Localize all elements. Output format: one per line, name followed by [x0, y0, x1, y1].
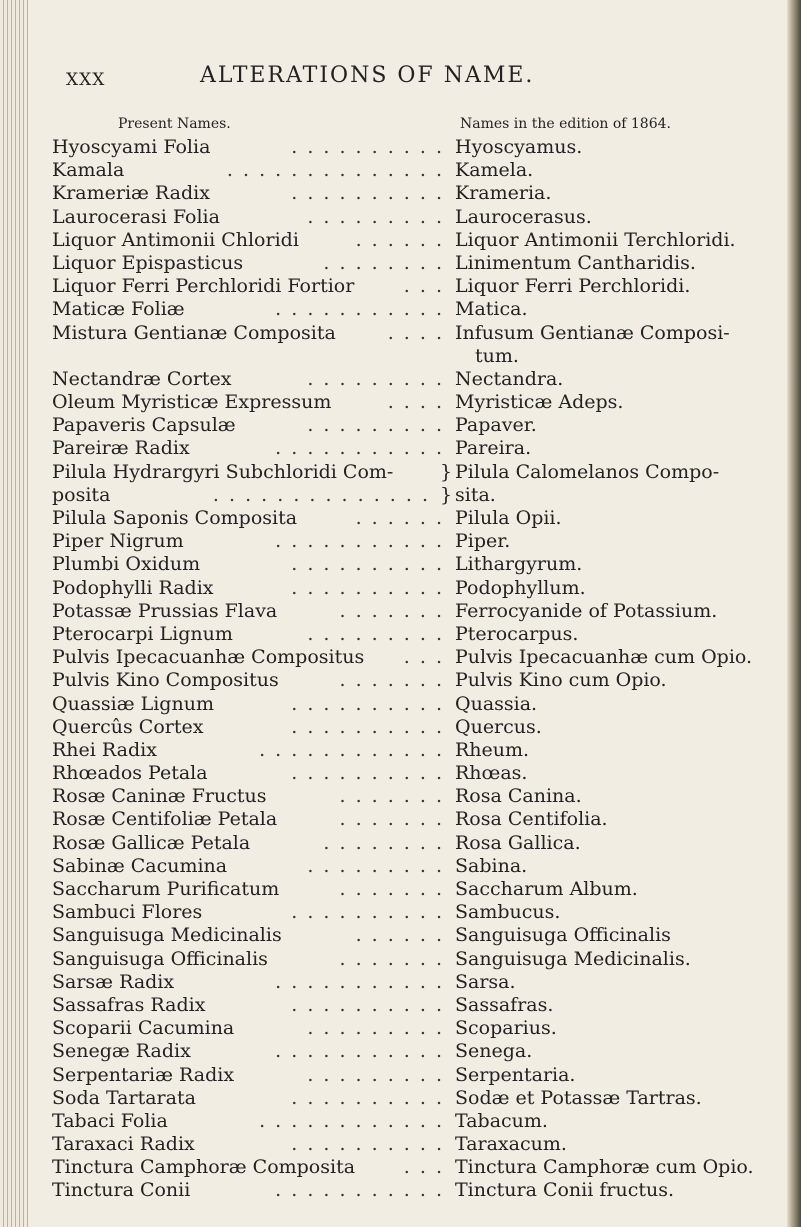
book-spine-shadow — [787, 0, 801, 1227]
present-name: Taraxaci Radix — [52, 1133, 195, 1156]
leader-dots: . . . . . . — [355, 507, 444, 530]
old-name: Krameria. — [455, 182, 552, 205]
leader-dots: . . . . . . . — [339, 878, 444, 901]
present-name: Mistura Gentianæ Composita — [52, 321, 336, 344]
list-item — [52, 832, 742, 855]
present-name: Rhœados Petala — [52, 762, 208, 785]
present-name: Sarsæ Radix — [52, 970, 175, 993]
old-name: Ferrocyanide of Potassium. — [455, 599, 718, 622]
list-item — [52, 994, 742, 1017]
leader-dots: . . . . . . . . . . . . . . — [212, 483, 430, 506]
list-item — [52, 1064, 742, 1087]
list-item — [52, 1087, 742, 1110]
present-name: Rosæ Gallicæ Petala — [52, 831, 251, 854]
leader-dots: . . . . . . . . . . — [291, 715, 444, 738]
list-item — [52, 924, 742, 947]
list-item — [52, 1017, 742, 1040]
leader-dots: . . . . . . . — [339, 599, 444, 622]
list-item — [52, 368, 742, 391]
present-name: Potassæ Prussias Flava — [52, 599, 278, 622]
list-item — [52, 1040, 742, 1063]
old-name: Sambucus. — [455, 901, 561, 924]
old-name: Tinctura Camphoræ cum Opio. — [455, 1156, 754, 1179]
present-name: Tinctura Conii — [52, 1179, 191, 1202]
list-item — [52, 577, 742, 600]
old-name: Matica. — [455, 298, 528, 321]
leader-dots: . . . . . . . . . . . — [275, 970, 444, 993]
old-name: Rosa Canina. — [455, 785, 582, 808]
old-name: Sanguisuga Medicinalis. — [455, 947, 691, 970]
list-item — [52, 275, 742, 298]
leader-dots: . . . . . . . . . — [307, 622, 444, 645]
leader-dots: . . . . . . . — [339, 808, 444, 831]
old-name: Serpentaria. — [455, 1063, 576, 1086]
leader-dots: . . . — [403, 1156, 444, 1179]
list-item — [52, 437, 742, 460]
old-name: Quassia. — [455, 692, 538, 715]
present-name: Kamala — [52, 159, 125, 182]
old-name: Pulvis Ipecacuanhæ cum Opio. — [455, 646, 753, 669]
present-name: Hyoscyami Folia — [52, 136, 211, 158]
leader-dots: . . . . . . . . . — [307, 1017, 444, 1040]
list-item — [52, 762, 742, 785]
leader-dots: . . . . . . . . . — [307, 205, 444, 228]
present-name: Sambuci Flores — [52, 901, 203, 924]
leader-dots: . . . . . . . . . . — [291, 1133, 444, 1156]
leader-dots: . . . . . . . . . . — [291, 692, 444, 715]
present-name: Rosæ Caninæ Fructus — [52, 785, 267, 808]
list-item — [52, 553, 742, 576]
list-item — [52, 252, 742, 275]
list-item — [52, 159, 742, 182]
leader-dots: . . . . . . . . . . . — [275, 1179, 444, 1202]
leader-dots: . . . . . . . . . . . . — [259, 738, 444, 761]
old-name: Pilula Calomelanos Compo- — [455, 460, 720, 483]
leader-dots: . . . . . . . . . . . — [275, 437, 444, 460]
present-name-continuation: posita — [52, 483, 111, 506]
old-name: Pareira. — [455, 437, 532, 460]
present-name: Podophylli Radix — [52, 576, 214, 599]
present-name: Quassiæ Lignum — [52, 692, 214, 715]
list-item — [52, 948, 742, 971]
running-title: ALTERATIONS OF NAME. — [200, 63, 535, 88]
old-name: Pulvis Kino cum Opio. — [455, 669, 667, 692]
old-names-heading: Names in the edition of 1864. — [460, 116, 671, 132]
leader-dots: . . . . . . . . . . . — [275, 1040, 444, 1063]
list-item — [52, 298, 742, 321]
list-item — [52, 229, 742, 252]
leader-dots: . . . . . . . . . . — [291, 553, 444, 576]
list-item — [52, 669, 742, 692]
old-name: Myristicæ Adeps. — [455, 391, 624, 414]
old-name: Liquor Ferri Perchloridi. — [455, 275, 691, 298]
leader-dots: . . . . . . . — [339, 669, 444, 692]
old-name: Sanguisuga Officinalis — [455, 924, 671, 947]
leader-dots: . . . . . . . . . . — [291, 182, 444, 205]
old-name: Laurocerasus. — [455, 205, 592, 228]
present-name: Serpentariæ Radix — [52, 1063, 235, 1086]
present-name: Laurocerasi Folia — [52, 205, 220, 228]
present-name: Rosæ Centifoliæ Petala — [52, 808, 278, 831]
present-name: Tabaci Folia — [52, 1109, 168, 1132]
present-name: Saccharum Purificatum — [52, 878, 280, 901]
present-name: Pulvis Kino Compositus — [52, 669, 279, 692]
old-name: Rosa Centifolia. — [455, 808, 608, 831]
old-name: Scoparius. — [455, 1017, 557, 1040]
list-item — [52, 136, 742, 159]
present-name: Nectandræ Cortex — [52, 367, 232, 390]
leader-dots: . . . . . . . . . . — [291, 576, 444, 599]
old-name-continuation: sita. — [455, 483, 496, 506]
old-name: Taraxacum. — [455, 1133, 567, 1156]
old-name: Senega. — [455, 1040, 533, 1063]
present-name: Liquor Ferri Perchloridi Fortior — [52, 275, 355, 298]
present-names-heading: Present Names. — [118, 116, 231, 132]
present-name: Quercûs Cortex — [52, 715, 204, 738]
list-item — [52, 1179, 742, 1202]
leader-dots: . . . . . . . . . . — [291, 136, 444, 158]
leader-dots: . . . . . . . . . — [307, 367, 444, 390]
old-name: Quercus. — [455, 715, 542, 738]
leader-dots: . . . . . . . . . . . . — [259, 1109, 444, 1132]
list-item — [52, 878, 742, 901]
old-name: Rosa Gallica. — [455, 831, 581, 854]
leader-dots: . . . . . . — [355, 228, 444, 251]
leader-dots: . . . . — [387, 321, 444, 344]
list-item — [52, 391, 742, 414]
list-item — [52, 600, 742, 623]
present-name: Sanguisuga Officinalis — [52, 947, 268, 970]
leader-dots: . . . . . . . . — [323, 831, 444, 854]
present-name: Pilula Saponis Composita — [52, 507, 298, 530]
old-name: Sassafras. — [455, 993, 554, 1016]
list-item — [52, 461, 742, 507]
old-name: Tinctura Conii fructus. — [455, 1179, 675, 1202]
old-name: Rhœas. — [455, 762, 528, 785]
list-item — [52, 623, 742, 646]
present-name: Liquor Antimonii Chloridi — [52, 228, 299, 251]
present-name: Papaveris Capsulæ — [52, 414, 236, 437]
leader-dots: . . . . . . . . . . . — [275, 530, 444, 553]
present-name: Scoparii Cacumina — [52, 1017, 235, 1040]
leader-dots: . . . . . . . — [339, 947, 444, 970]
list-item — [52, 206, 742, 229]
list-item — [52, 716, 742, 739]
old-name: Saccharum Album. — [455, 878, 638, 901]
old-name: Papaver. — [455, 414, 537, 437]
old-name: Linimentum Cantharidis. — [455, 251, 696, 274]
old-name: Pilula Opii. — [455, 507, 562, 530]
old-name: Podophyllum. — [455, 576, 586, 599]
present-name: Plumbi Oxidum — [52, 553, 201, 576]
leader-dots: . . . . . . . . . — [307, 414, 444, 437]
leader-dots: . . . . . . . . . . — [291, 762, 444, 785]
old-name: Liquor Antimonii Terchloridi. — [455, 228, 736, 251]
leader-dots: . . . — [403, 275, 444, 298]
present-name: Maticæ Foliæ — [52, 298, 185, 321]
present-name: Senegæ Radix — [52, 1040, 191, 1063]
present-name: Pareiræ Radix — [52, 437, 190, 460]
list-item — [52, 901, 742, 924]
old-name: Sodæ et Potassæ Tartras. — [455, 1086, 702, 1109]
old-name: Sarsa. — [455, 970, 516, 993]
present-name: Pilula Hydrargyri Subchloridi Com- — [52, 460, 394, 483]
present-name: Oleum Myristicæ Expressum — [52, 391, 332, 414]
leader-dots: . . . . . . . . . — [307, 1063, 444, 1086]
old-name: Rheum. — [455, 738, 530, 761]
present-name: Pulvis Ipecacuanhæ Compositus — [52, 646, 365, 669]
leader-dots: . . . . . . — [355, 924, 444, 947]
old-name: Nectandra. — [455, 367, 564, 390]
list-item — [52, 855, 742, 878]
present-name: Tinctura Camphoræ Composita — [52, 1156, 356, 1179]
leader-dots: . . . — [403, 646, 444, 669]
present-name: Sassafras Radix — [52, 993, 206, 1016]
list-item — [52, 322, 742, 368]
leader-dots: . . . . . . . . . . — [291, 993, 444, 1016]
list-item — [52, 1133, 742, 1156]
list-item — [52, 785, 742, 808]
leader-dots: . . . . . . . . — [323, 251, 444, 274]
brace-mark: } } — [440, 460, 453, 506]
old-name: Infusum Gentianæ Composi- — [455, 321, 730, 344]
old-name: Kamela. — [455, 159, 534, 182]
old-name: Hyoscyamus. — [455, 136, 583, 158]
list-item — [52, 693, 742, 716]
list-item — [52, 739, 742, 762]
present-name: Sabinæ Cacumina — [52, 854, 228, 877]
leader-dots: . . . . . . . — [339, 785, 444, 808]
list-item — [52, 646, 753, 669]
list-item — [52, 414, 742, 437]
leader-dots: . . . . — [387, 391, 444, 414]
present-name: Krameriæ Radix — [52, 182, 210, 205]
leader-dots: . . . . . . . . . . — [291, 1086, 444, 1109]
present-name: Pterocarpi Lignum — [52, 622, 233, 645]
list-item — [52, 530, 742, 553]
leader-dots: . . . . . . . . . . . . . . — [226, 159, 444, 182]
present-name: Piper Nigrum — [52, 530, 184, 553]
present-name: Sanguisuga Medicinalis — [52, 924, 282, 947]
old-name: Piper. — [455, 530, 511, 553]
old-name: Tabacum. — [455, 1109, 548, 1132]
list-item — [52, 1110, 742, 1133]
present-name: Soda Tartarata — [52, 1086, 196, 1109]
old-name-continuation: tum. — [475, 344, 519, 367]
leader-dots: . . . . . . . . . . — [291, 901, 444, 924]
list-item — [52, 808, 742, 831]
page-left-edge — [0, 0, 28, 1227]
list-item — [52, 182, 742, 205]
list-item — [52, 507, 742, 530]
list-item — [52, 971, 742, 994]
leader-dots: . . . . . . . . . — [307, 854, 444, 877]
present-name: Rhei Radix — [52, 738, 157, 761]
old-name: Pterocarpus. — [455, 622, 579, 645]
name-alterations-list — [52, 136, 754, 1203]
old-name: Lithargyrum. — [455, 553, 583, 576]
page-number: XXX — [66, 70, 106, 90]
list-item — [52, 1156, 754, 1179]
old-name: Sabina. — [455, 854, 528, 877]
present-name: Liquor Epispasticus — [52, 251, 244, 274]
leader-dots: . . . . . . . . . . . — [275, 298, 444, 321]
